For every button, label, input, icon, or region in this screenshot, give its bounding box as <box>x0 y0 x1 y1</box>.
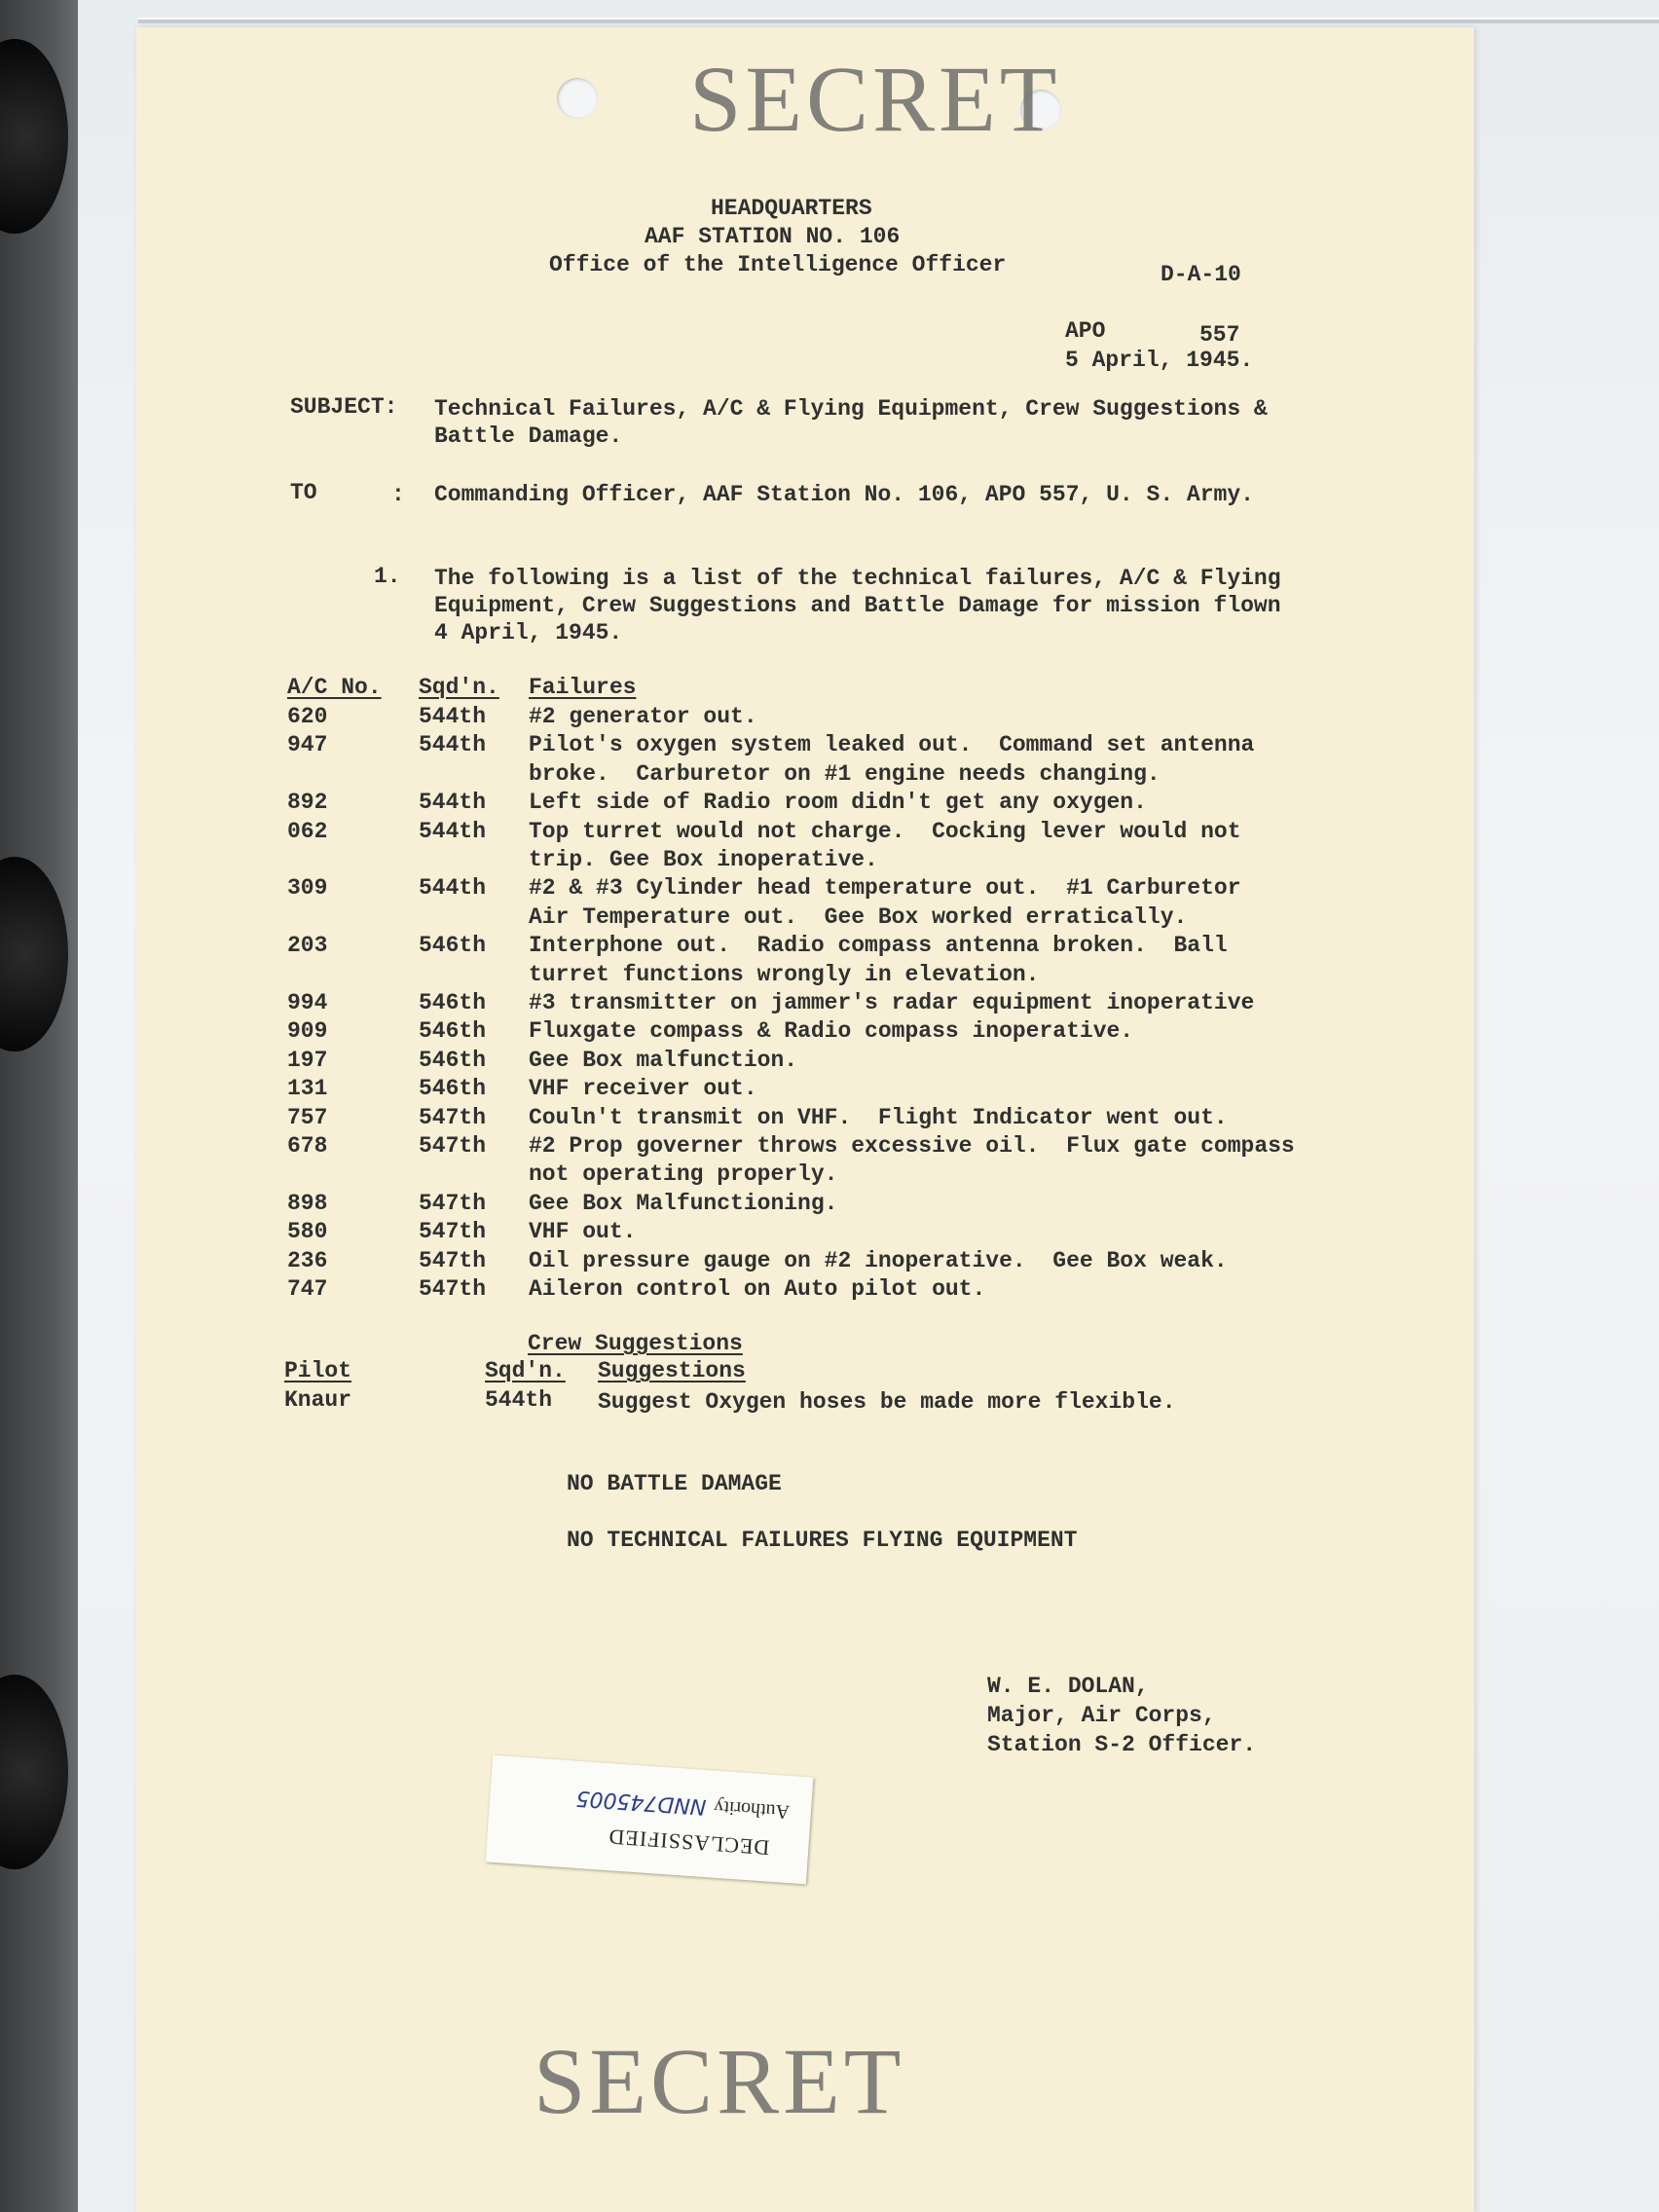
column-header-failures: Failures <box>529 675 637 700</box>
suggestion-text: Suggest Oxygen hoses be made more flexible. <box>598 1389 1176 1415</box>
table-row <box>136 731 1474 787</box>
document-page <box>136 27 1474 2212</box>
squadron: 546th <box>419 990 487 1015</box>
failure-description: turret functions wrongly in elevation. <box>529 961 1040 987</box>
suggestion-pilot: Knaur <box>284 1387 352 1413</box>
header-headquarters: HEADQUARTERS <box>711 196 872 221</box>
declassified-label <box>486 1755 814 1885</box>
squadron: 547th <box>419 1190 487 1216</box>
squadron: 544th <box>419 875 487 902</box>
table-row <box>136 703 1474 731</box>
subject-line-2: Battle Damage. <box>434 424 623 449</box>
suggestion-squadron: 544th <box>485 1387 553 1413</box>
aircraft-number: 236 <box>287 1247 328 1273</box>
crew-suggestions-title: Crew Suggestions <box>528 1331 743 1356</box>
failure-description: Interphone out. Radio compass antenna broken. Ball <box>529 933 1228 959</box>
squadron: 546th <box>419 1018 487 1045</box>
table-row <box>136 818 1474 872</box>
binder-ring <box>0 39 68 234</box>
failure-description: Couln't transmit on VHF. Flight Indicator went out. <box>529 1104 1228 1130</box>
table-row <box>136 932 1474 987</box>
binder-ring <box>0 857 68 1051</box>
to-recipient: Commanding Officer, AAF Station No. 106, APO 557, U. S. Army. <box>434 482 1254 507</box>
document-date: 5 April, 1945. <box>1065 348 1254 373</box>
failure-description: Gee Box malfunction. <box>529 1047 798 1073</box>
table-row <box>136 1218 1474 1246</box>
table-row <box>136 1247 1474 1275</box>
punch-hole <box>557 78 598 119</box>
header-station: AAF STATION NO. 106 <box>645 224 901 249</box>
failure-description: Gee Box Malfunctioning. <box>529 1190 838 1216</box>
squadron: 547th <box>419 1219 487 1245</box>
squadron: 547th <box>419 1276 487 1302</box>
failure-description: broke. Carburetor on #1 engine needs changing. <box>529 760 1161 787</box>
failure-description: VHF receiver out. <box>529 1076 757 1102</box>
table-row <box>136 1104 1474 1132</box>
column-header-squadron: Sqd'n. <box>419 675 499 700</box>
squadron: 546th <box>419 933 487 959</box>
binder-spine <box>0 0 78 2212</box>
signature-title: Station S-2 Officer. <box>987 1732 1257 1757</box>
failure-description: Fluxgate compass & Radio compass inoperative. <box>529 1018 1134 1045</box>
failure-description: Oil pressure gauge on #2 inoperative. Gee Box weak. <box>529 1247 1228 1273</box>
aircraft-number: 898 <box>287 1190 328 1216</box>
no-battle-damage-note: NO BATTLE DAMAGE <box>567 1471 782 1496</box>
subject-line-1: Technical Failures, A/C & Flying Equipment, Crew Suggestions & <box>434 396 1268 422</box>
column-header-pilot: Pilot <box>284 1358 352 1383</box>
failure-description: Air Temperature out. Gee Box worked erratically. <box>529 903 1188 930</box>
failure-description: Pilot's oxygen system leaked out. Command set antenna <box>529 732 1255 758</box>
table-row <box>136 874 1474 930</box>
table-row <box>136 1017 1474 1046</box>
to-colon: : <box>391 482 405 507</box>
aircraft-number: 203 <box>287 933 328 959</box>
table-row <box>136 1075 1474 1103</box>
squadron: 544th <box>419 818 487 844</box>
aircraft-number: 580 <box>287 1219 328 1245</box>
paragraph-number: 1. <box>374 564 401 589</box>
failure-description: #2 generator out. <box>529 704 757 729</box>
failure-description: Aileron control on Auto pilot out. <box>529 1276 986 1302</box>
failure-description: #2 & #3 Cylinder head temperature out. #1 Carburetor <box>529 875 1241 902</box>
file-code: D-A-10 <box>1161 262 1241 287</box>
column-header-suggestions: Suggestions <box>598 1358 746 1383</box>
table-row <box>136 1047 1474 1075</box>
binder-ring <box>0 1675 68 1869</box>
column-header-suggestion-squadron: Sqd'n. <box>485 1358 566 1383</box>
declassified-authority <box>575 1786 791 1825</box>
classification-stamp-top: SECRET <box>689 47 1061 151</box>
failure-description: #3 transmitter on jammer's radar equipment inoperative <box>529 990 1255 1015</box>
declassified-title: DECLASSIFIED <box>607 1825 771 1861</box>
squadron: 546th <box>419 1076 487 1102</box>
aircraft-number: 892 <box>287 790 328 816</box>
squadron: 547th <box>419 1104 487 1130</box>
failure-description: Top turret would not charge. Cocking lever would not <box>529 818 1241 844</box>
paragraph-line-2: Equipment, Crew Suggestions and Battle Damage for mission flown <box>434 593 1281 618</box>
column-header-ac-no: A/C No. <box>287 675 382 700</box>
no-technical-failures-note: NO TECHNICAL FAILURES FLYING EQUIPMENT <box>567 1528 1078 1553</box>
table-row <box>136 1275 1474 1304</box>
authority-label: Authority <box>713 1795 791 1823</box>
squadron: 547th <box>419 1247 487 1273</box>
aircraft-number: 309 <box>287 875 328 902</box>
authority-code: NND745005 <box>574 1785 708 1820</box>
aircraft-number: 678 <box>287 1133 328 1159</box>
failure-description: trip. Gee Box inoperative. <box>529 846 878 872</box>
aircraft-number: 947 <box>287 732 328 758</box>
aircraft-number: 757 <box>287 1104 328 1130</box>
table-row <box>136 1190 1474 1218</box>
paragraph-line-1: The following is a list of the technical failures, A/C & Flying <box>434 566 1281 591</box>
classification-stamp-bottom: SECRET <box>534 2029 905 2133</box>
signature-rank: Major, Air Corps, <box>987 1703 1216 1728</box>
aircraft-number: 747 <box>287 1276 328 1302</box>
table-row <box>136 1132 1474 1188</box>
failure-description: not operating properly. <box>529 1161 838 1188</box>
table-row <box>136 789 1474 817</box>
aircraft-number: 131 <box>287 1076 328 1102</box>
failure-description: Left side of Radio room didn't get any oxygen. <box>529 790 1147 816</box>
subject-label: SUBJECT: <box>290 394 398 420</box>
signature-name: W. E. DOLAN, <box>987 1674 1149 1699</box>
aircraft-number: 197 <box>287 1047 328 1073</box>
aircraft-number: 620 <box>287 704 328 729</box>
squadron: 544th <box>419 790 487 816</box>
squadron: 544th <box>419 704 487 729</box>
aircraft-number: 994 <box>287 990 328 1015</box>
paragraph-line-3: 4 April, 1945. <box>434 620 623 645</box>
apo-number: 557 <box>1199 322 1240 348</box>
failure-description: #2 Prop governer throws excessive oil. Flux gate compass <box>529 1133 1295 1159</box>
squadron: 547th <box>419 1133 487 1159</box>
squadron: 546th <box>419 1047 487 1073</box>
squadron: 544th <box>419 732 487 758</box>
table-row <box>136 989 1474 1017</box>
aircraft-number: 062 <box>287 818 328 844</box>
failure-description: VHF out. <box>529 1219 637 1245</box>
sheet-protector-edge <box>138 18 1659 23</box>
to-label: TO <box>290 480 317 505</box>
header-office: Office of the Intelligence Officer <box>549 252 1007 277</box>
apo-label: APO <box>1065 318 1106 344</box>
aircraft-number: 909 <box>287 1018 328 1045</box>
